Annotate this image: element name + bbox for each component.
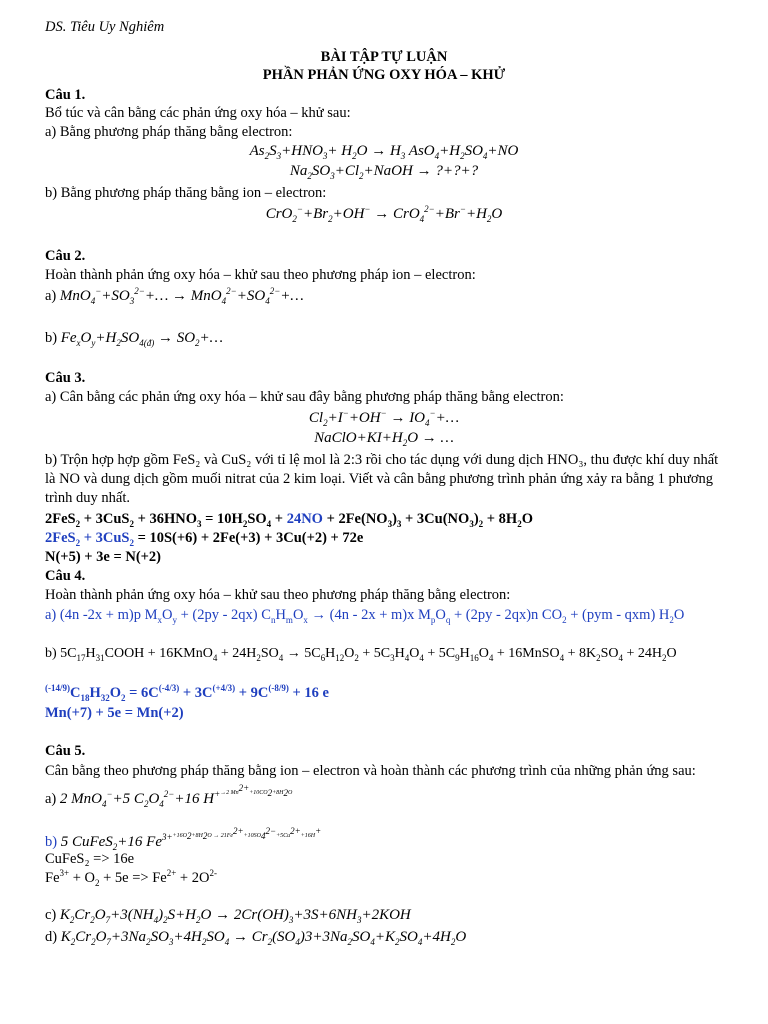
equation-1b: $CrO_2^-+Br_2+OH^- \to CrO_4^{2-}+Br^-+H_2O$ (265, 204, 503, 224)
cau5-heading: Câu 5. (45, 743, 86, 759)
equation-3a-2: $NaClO+KI+H_2O$ → … (314, 430, 454, 448)
cau4-heading: Câu 4. (45, 568, 86, 584)
equation-5d: d) $K_2Cr_2O_7+3Na_2SO_3+4H_2SO_4 \to Cr_2(SO_4)3+3Na_2SO_4+K_2SO_4+4H_2O$ (45, 929, 467, 947)
cau1-intro: Bổ túc và cân bằng các phản ứng oxy hóa – khử sau: (45, 105, 351, 121)
cau1-a-label: a) Bằng phương pháp thăng bằng electron: (45, 124, 293, 140)
equation-3b-n: N(+5) + 3e = N(+2) (45, 549, 161, 565)
cau2-a-label: a) (45, 288, 57, 304)
cau2-heading: Câu 2. (45, 248, 86, 264)
equation-4b-mn: Mn(+7) + 5e = Mn(+2) (45, 705, 184, 721)
cau5-fe-line: $Fe^{3+} + O_2 + 5e => Fe^{2+} + 2O^{2-}$ (45, 868, 217, 888)
equation-5a: a) 2 MnO$_4$−+5 $C_2O_4^{2-}+16$ $H^{+\to 2 Mn^{2+}+10CO_2+8H_2O}$ (45, 783, 293, 809)
equation-4b-electron: $^{(-14/9)}C_{18}H_{32}O_2 = 6C^{(-4/3)} + 3C^{(+4/3)} + 9C^{(-8/9)} + 16$ e (45, 683, 329, 703)
author: DS. Tiêu Uy Nghiêm (45, 19, 165, 35)
equation-2b: b) $Fe_xO_y+H_2SO_{4(đ)}$ → $SO_2+\dots$ (45, 330, 224, 348)
cau5-b-label: b) (45, 834, 58, 850)
equation-5c: c) $K_2Cr_2O_7+3(NH_4)_2S+H_2O \to 2Cr(OH)_3+3S+6NH_3+2KOH$ (45, 907, 411, 925)
equation-5b: b) 5 CuFeS$_2$+16 $Fe^{3++16O_2+8H_2O \to 21Fe^{2+}+10SO_4^{2-}+5Cu^{2+}+16H^+}$ (45, 826, 322, 852)
equation-3a-1: $Cl_2+I^-+OH^-$ → $IO_4^-+\dots$ (308, 408, 460, 428)
cau2-b-label: b) (45, 330, 58, 346)
cau5-intro: Cân bằng theo phương pháp thăng bằng ion – electron và hoàn thành các phương trình của những phản ứng sau: (45, 763, 696, 779)
cau2-intro: Hoàn thành phản ứng oxy hóa – khử sau theo phương pháp ion – electron: (45, 267, 476, 283)
cau5-d-label: d) (45, 929, 58, 945)
equation-3b-electron: 2FeS$_2$ + 3CuS$_2$ = 10S(+6) + 2Fe(+3) + 3Cu(+2) + 72e (45, 530, 364, 548)
equation-1a-2: $Na_2SO_3+Cl_2+NaOH$ → ?+?+? (289, 163, 479, 181)
cau1-b-label: b) Bằng phương pháp thăng bằng ion – electron: (45, 185, 327, 201)
cau5-cufes-line: CuFeS₂ => 16e (45, 851, 135, 867)
title-2: PHẦN PHẢN ỨNG OXY HÓA – KHỬ (262, 67, 506, 83)
equation-4a: a) (4n -2x + m)p $M_xO_y + (2py - 2qx) C_nH_mO_x \to (4n - 2x + m)x$ $M_pO_q + (2py - 2qx)n$ $CO_2 + (pym - qxm)$ $H_2O$ (45, 607, 685, 625)
equation-3b-main: $2FeS_2 + 3CuS_2 + 36HNO_3 = 10H_2SO_4 + 24NO + 2Fe(NO_3)_3 + 3Cu(NO_3)_2 + 8H_2O$ (45, 511, 533, 529)
cau3-heading: Câu 3. (45, 370, 86, 386)
equation-1a-1: $As_2S_3+HNO_3+ H_2O \to H_3$ $AsO_4+H_2SO_4+NO$ (249, 143, 519, 161)
cau5-c-label: c) (45, 907, 57, 923)
cau4-intro: Hoàn thành phản ứng oxy hóa – khử sau theo phương pháp thăng bằng electron: (45, 587, 511, 603)
cau5-a-label: a) (45, 791, 57, 807)
equation-4b: b) $5C_{17}H_{31}COOH$ + 16KMnO$_4$ + $24H_2SO_4 \to 5C_6H_{12}O_2 + 5C_3H_4O_4 + 5C_9H_{16}O_4$ + 16MnSO$_4$ + $8K_2SO_4 + 24H_2O$ (45, 646, 677, 663)
cau3-b-paragraph: b) Trộn hợp hợp gồm FeS₂ và CuS₂ với tỉ lệ mol là 2:3 rồi cho tác dụng với dung dịch HNO₃, thu được khí duy nhất là NO và dung dịch gồm muối nitrat của 2 kim loại. Viết và cân bằng phương trình phản ứng xảy ra bằng 1 phương trình duy nhất. (45, 452, 719, 506)
equation-2a: a) $MnO_4^-+SO_3^{2-}+\dots$ → $MnO_4^{2-}+SO_4^{2-}+\dots$ (45, 286, 304, 306)
cau3-a-label: a) Cân bằng các phản ứng oxy hóa – khử sau đây bằng phương pháp thăng bằng electron: (45, 389, 564, 405)
title-1: BÀI TẬP TỰ LUẬN (320, 49, 448, 65)
cau1-heading: Câu 1. (45, 87, 86, 103)
